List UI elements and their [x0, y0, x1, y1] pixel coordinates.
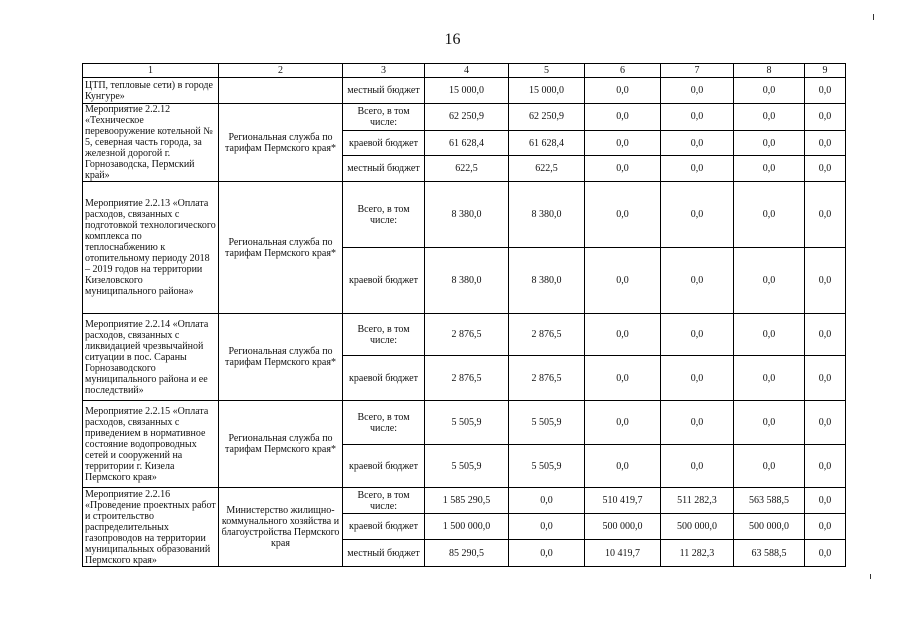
- value-cell: 0,0: [805, 156, 846, 182]
- column-number: 3: [343, 64, 425, 78]
- page-edge-mark: [873, 14, 874, 20]
- value-cell: 0,0: [661, 130, 734, 156]
- column-number: 8: [734, 64, 805, 78]
- funding-source: Всего, в том числе:: [343, 104, 425, 131]
- column-number-row: [83, 64, 846, 78]
- value-cell: 0,0: [585, 78, 661, 104]
- value-cell: 0,0: [661, 314, 734, 356]
- value-cell: 5 505,9: [509, 401, 585, 445]
- continuation-row: [83, 78, 846, 104]
- value-cell: 0,0: [585, 314, 661, 356]
- column-number: 9: [805, 64, 846, 78]
- value-cell: 0,0: [734, 182, 805, 248]
- table-row: [83, 104, 846, 131]
- funding-source: местный бюджет: [343, 156, 425, 182]
- value-cell: 0,0: [734, 104, 805, 131]
- value-cell: 0,0: [661, 182, 734, 248]
- column-number: 1: [83, 64, 219, 78]
- measure-name: Мероприятие 2.2.15 «Оплата расходов, связанных с приведением в нормативное состояние водопроводных сетей и сооружений на территории г. Кизела Пермского края»: [83, 401, 219, 488]
- funding-source: местный бюджет: [343, 78, 425, 104]
- value-cell: 0,0: [734, 401, 805, 445]
- value-cell: 0,0: [661, 156, 734, 182]
- value-cell: 1 585 290,5: [425, 488, 509, 514]
- measure-name: ЦТП, тепловые сети) в городе Кунгуре»: [83, 78, 219, 104]
- value-cell: 0,0: [734, 130, 805, 156]
- value-cell: 0,0: [661, 248, 734, 314]
- value-cell: 0,0: [805, 356, 846, 401]
- value-cell: 0,0: [805, 540, 846, 567]
- value-cell: 63 588,5: [734, 540, 805, 567]
- value-cell: 61 628,4: [509, 130, 585, 156]
- value-cell: 0,0: [585, 104, 661, 131]
- measure-name: Мероприятие 2.2.13 «Оплата расходов, связанных с подготовкой технологического комплекса по теплоснабжению к отопительному периоду 2018 – 2019 годов на территории Кизеловского муниципального района»: [83, 182, 219, 314]
- value-cell: 15 000,0: [509, 78, 585, 104]
- funding-source: Всего, в том числе:: [343, 401, 425, 445]
- funding-source: Всего, в том числе:: [343, 314, 425, 356]
- measure-name: Мероприятие 2.2.16 «Проведение проектных работ и строительство распределительных газопроводов на территории муниципальных образований Пермского края»: [83, 488, 219, 567]
- funding-source: Всего, в том числе:: [343, 488, 425, 514]
- value-cell: 8 380,0: [425, 182, 509, 248]
- value-cell: 61 628,4: [425, 130, 509, 156]
- funding-source: Всего, в том числе:: [343, 182, 425, 248]
- value-cell: 0,0: [661, 356, 734, 401]
- value-cell: 8 380,0: [509, 248, 585, 314]
- value-cell: 2 876,5: [425, 356, 509, 401]
- column-number: 6: [585, 64, 661, 78]
- column-number: 7: [661, 64, 734, 78]
- value-cell: 2 876,5: [425, 314, 509, 356]
- value-cell: 500 000,0: [661, 514, 734, 540]
- value-cell: 0,0: [734, 248, 805, 314]
- value-cell: 2 876,5: [509, 314, 585, 356]
- value-cell: 15 000,0: [425, 78, 509, 104]
- value-cell: 0,0: [805, 314, 846, 356]
- table-body: [83, 64, 846, 567]
- column-number: 4: [425, 64, 509, 78]
- value-cell: 0,0: [585, 156, 661, 182]
- column-number: 5: [509, 64, 585, 78]
- value-cell: 0,0: [805, 104, 846, 131]
- value-cell: 8 380,0: [509, 182, 585, 248]
- value-cell: 500 000,0: [585, 514, 661, 540]
- table-row: [83, 401, 846, 445]
- responsible-cell: [219, 78, 343, 104]
- funding-source: краевой бюджет: [343, 356, 425, 401]
- value-cell: 0,0: [661, 78, 734, 104]
- responsible-executor: Министерство жилищно-коммунального хозяйства и благоустройства Пермского края: [219, 488, 343, 567]
- value-cell: 0,0: [734, 445, 805, 488]
- value-cell: 622,5: [425, 156, 509, 182]
- value-cell: 0,0: [805, 78, 846, 104]
- value-cell: 0,0: [585, 182, 661, 248]
- value-cell: 0,0: [661, 104, 734, 131]
- funding-source: краевой бюджет: [343, 514, 425, 540]
- page-number: 16: [444, 31, 461, 48]
- responsible-executor: Региональная служба по тарифам Пермского края*: [219, 182, 343, 314]
- value-cell: 85 290,5: [425, 540, 509, 567]
- column-number: 2: [219, 64, 343, 78]
- measure-name: Мероприятие 2.2.12 «Техническое перевооружение котельной № 5, северная часть города, за железной дорогой г. Горнозаводска, Пермский край»: [83, 104, 219, 182]
- value-cell: 0,0: [734, 314, 805, 356]
- value-cell: 62 250,9: [509, 104, 585, 131]
- value-cell: 0,0: [661, 401, 734, 445]
- responsible-executor: Региональная служба по тарифам Пермского края*: [219, 314, 343, 401]
- value-cell: 0,0: [805, 130, 846, 156]
- value-cell: 0,0: [805, 514, 846, 540]
- value-cell: 0,0: [805, 182, 846, 248]
- page-edge-mark: [870, 574, 871, 579]
- value-cell: 0,0: [585, 130, 661, 156]
- value-cell: 510 419,7: [585, 488, 661, 514]
- value-cell: 500 000,0: [734, 514, 805, 540]
- value-cell: 0,0: [509, 540, 585, 567]
- value-cell: 0,0: [585, 401, 661, 445]
- value-cell: 0,0: [585, 445, 661, 488]
- value-cell: 0,0: [509, 488, 585, 514]
- value-cell: 511 282,3: [661, 488, 734, 514]
- value-cell: 0,0: [805, 445, 846, 488]
- value-cell: 563 588,5: [734, 488, 805, 514]
- value-cell: 0,0: [734, 356, 805, 401]
- value-cell: 1 500 000,0: [425, 514, 509, 540]
- value-cell: 0,0: [805, 401, 846, 445]
- value-cell: 0,0: [661, 445, 734, 488]
- value-cell: 0,0: [509, 514, 585, 540]
- value-cell: 0,0: [805, 248, 846, 314]
- funding-source: местный бюджет: [343, 540, 425, 567]
- value-cell: 62 250,9: [425, 104, 509, 131]
- measure-name: Мероприятие 2.2.14 «Оплата расходов, связанных с ликвидацией чрезвычайной ситуации в пос. Сараны Горнозаводского муниципального района и ее последствий»: [83, 314, 219, 401]
- value-cell: 0,0: [585, 356, 661, 401]
- value-cell: 0,0: [805, 488, 846, 514]
- funding-source: краевой бюджет: [343, 130, 425, 156]
- responsible-executor: Региональная служба по тарифам Пермского края*: [219, 401, 343, 488]
- value-cell: 5 505,9: [509, 445, 585, 488]
- funding-source: краевой бюджет: [343, 445, 425, 488]
- table-row: [83, 488, 846, 514]
- funding-source: краевой бюджет: [343, 248, 425, 314]
- budget-table: [82, 63, 846, 567]
- value-cell: 2 876,5: [509, 356, 585, 401]
- responsible-executor: Региональная служба по тарифам Пермского края*: [219, 104, 343, 182]
- table-row: [83, 182, 846, 248]
- value-cell: 0,0: [734, 156, 805, 182]
- value-cell: 0,0: [734, 78, 805, 104]
- value-cell: 5 505,9: [425, 401, 509, 445]
- table-row: [83, 314, 846, 356]
- value-cell: 11 282,3: [661, 540, 734, 567]
- value-cell: 5 505,9: [425, 445, 509, 488]
- value-cell: 8 380,0: [425, 248, 509, 314]
- value-cell: 10 419,7: [585, 540, 661, 567]
- value-cell: 622,5: [509, 156, 585, 182]
- value-cell: 0,0: [585, 248, 661, 314]
